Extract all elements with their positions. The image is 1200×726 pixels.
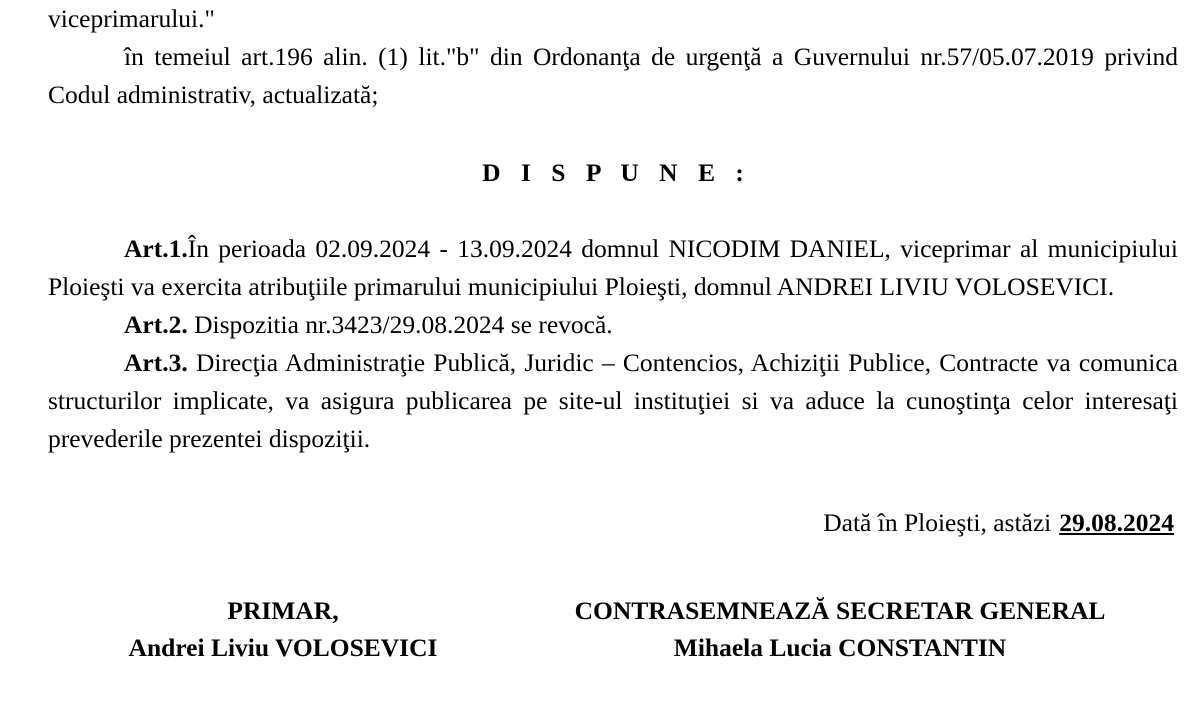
signature-mayor-role: PRIMAR, bbox=[227, 596, 339, 625]
signature-secretary-role: CONTRASEMNEAZĂ SECRETAR GENERAL bbox=[574, 596, 1106, 625]
article-1-text: În perioada 02.09.2024 - 13.09.2024 domnul NICODIM DANIEL, viceprimar al municipiului Ploieşti va exercita atribuţiile primarului municipiului Ploieşti, domnul ANDREI LIVIU VOLOSEVICI. bbox=[48, 234, 1178, 301]
articles-block bbox=[48, 188, 1178, 458]
article-1 bbox=[48, 230, 1178, 306]
date-label: Dată în Ploieşti, astăzi bbox=[823, 508, 1052, 537]
quote-tail-line: viceprimarului." bbox=[48, 4, 215, 33]
article-2-text: Dispozitia nr.3423/29.08.2024 se revocă. bbox=[194, 310, 613, 339]
legal-basis-paragraph: în temeiul art.196 alin. (1) lit."b" din Ordonanţa de urgenţă a Guvernului nr.57/05.07.2019 privind Codul administrativ, actualizată; bbox=[48, 42, 1178, 109]
article-3-label: Art.3. bbox=[124, 348, 188, 377]
date-line bbox=[48, 458, 1178, 542]
article-2 bbox=[48, 306, 1178, 344]
article-3-text: Direcţia Administraţie Publică, Juridic – Contencios, Achiziţii Publice, Contracte va comunica structurilor implicate, va asigura publicarea pe site-ul instituţiei si va aduce la cunoştinţa celor interesaţi prevederile prezentei dispoziţii. bbox=[48, 348, 1178, 453]
signature-mayor bbox=[48, 592, 518, 666]
signature-mayor-name: Andrei Liviu VOLOSEVICI bbox=[128, 633, 438, 662]
signature-secretary bbox=[518, 592, 1178, 666]
article-1-label: Art.1. bbox=[124, 234, 188, 263]
article-2-label: Art.2. bbox=[124, 310, 188, 339]
signature-secretary-name: Mihaela Lucia CONSTANTIN bbox=[673, 633, 1007, 662]
date-value: 29.08.2024 bbox=[1059, 508, 1174, 537]
signature-block bbox=[48, 542, 1178, 666]
dispune-heading: D I S P U N E : bbox=[482, 158, 751, 187]
article-3 bbox=[48, 344, 1178, 458]
